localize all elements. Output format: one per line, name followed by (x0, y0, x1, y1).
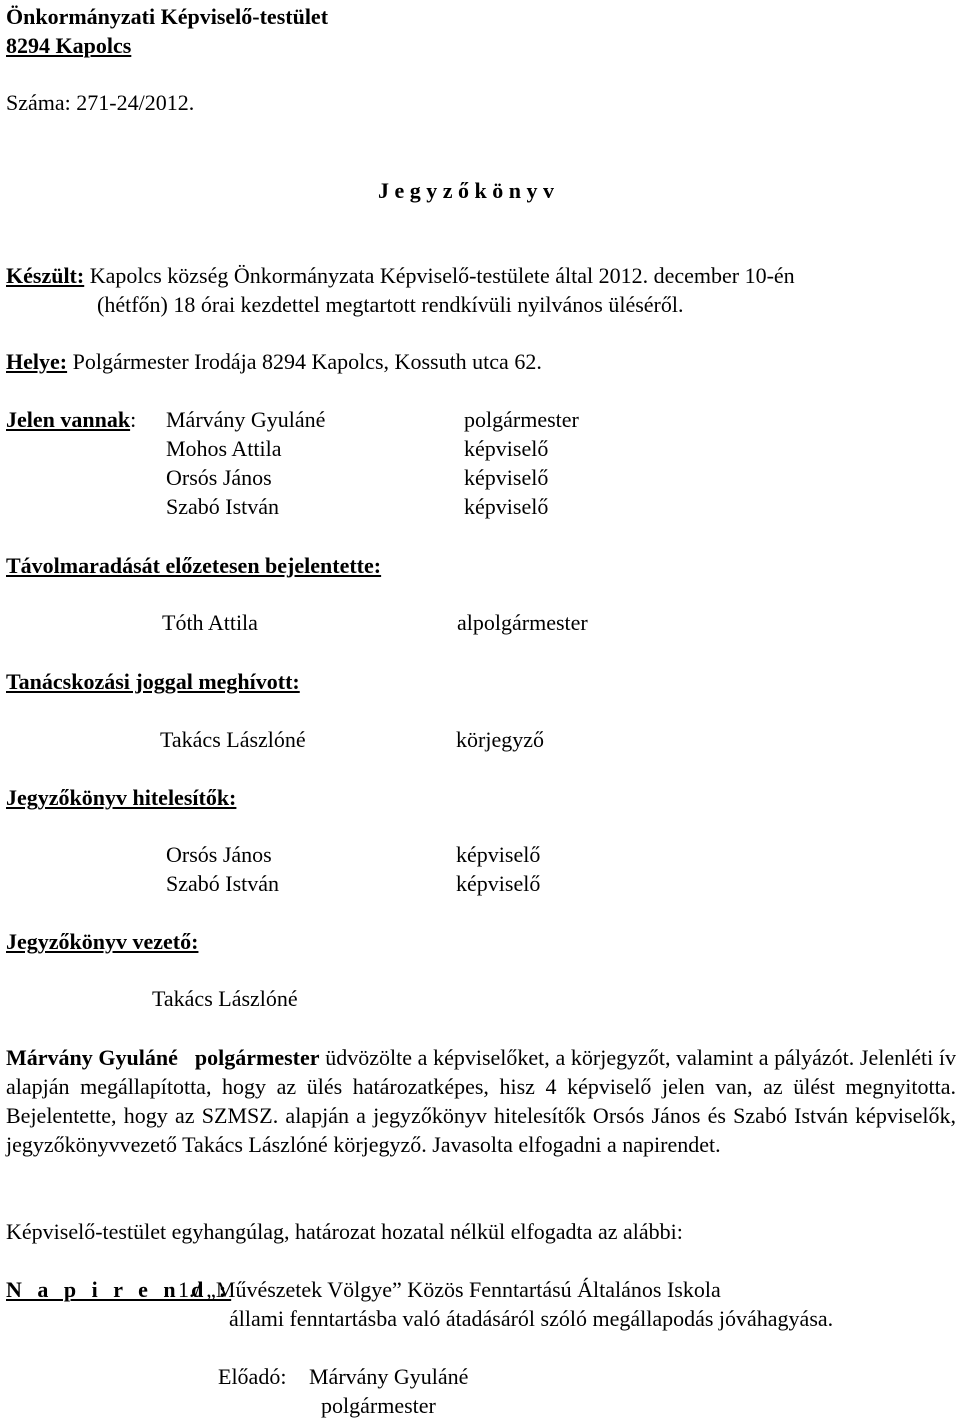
authenticator-name-2: Szabó István (166, 871, 280, 896)
keeper-name: Takács Lászlóné (152, 986, 298, 1011)
present-role-2: képviselő (464, 436, 549, 461)
present-colon: : (130, 407, 137, 432)
invited-name: Takács Lászlóné (160, 727, 306, 752)
agenda-label: N a p i r e n d : (6, 1277, 232, 1302)
absent-name: Tóth Attila (162, 610, 258, 635)
present-label-line (6, 409, 136, 431)
keeper-label: Jegyzőkönyv vezető: (6, 929, 199, 954)
invited-role: körjegyző (456, 727, 544, 752)
present-role-1: polgármester (464, 407, 579, 432)
present-role-4: képviselő (464, 494, 549, 519)
authenticator-role-2: képviselő (456, 871, 541, 896)
location-line (6, 351, 542, 373)
authenticators-label: Jegyzőkönyv hitelesítők: (6, 785, 237, 810)
presenter-name: Márvány Gyuláné (309, 1364, 469, 1389)
absent-label: Távolmaradását előzetesen bejelentette: (6, 553, 382, 578)
authenticator-name-1: Orsós János (166, 842, 272, 867)
prepared-line-2: (hétfőn) 18 órai kezdettel megtartott rendkívüli nyilvános üléséről. (97, 292, 684, 317)
reference-number: Száma: 271-24/2012. (6, 90, 195, 115)
opening-paragraph (6, 1043, 956, 1159)
location-label: Helye: (6, 349, 68, 374)
present-name-3: Orsós János (166, 465, 272, 490)
prepared-line-1 (6, 265, 795, 287)
presenter-role: polgármester (321, 1393, 436, 1418)
opening-text: üdvözölte a képviselőket, a körjegyzőt, valamint a pályázót. Jelenléti ív alapján megállapította, hogy az ülés határozatképes, hisz 4 képviselő jelen van, az ülést megnyitotta. Bejelentette, hogy az SZMSZ. alapján a jegyzőkönyv hitelesítők Orsós János és Szabó István képviselők, jegyzőkönyvvezető Takács Lászlóné körjegyző. Javasolta elfogadni a napirendet. (6, 1045, 956, 1157)
lead-role: polgármester (194, 1045, 320, 1070)
presenter-label: Előadó: (218, 1364, 287, 1389)
lead-name: Márvány Gyuláné (6, 1045, 178, 1070)
present-name-1: Márvány Gyuláné (166, 407, 326, 432)
agenda-item-line-1: 1./ „Művészetek Völgye” Közös Fenntartású Általános Iskola (178, 1277, 721, 1302)
prepared-label: Készült: (6, 263, 85, 288)
present-role-3: képviselő (464, 465, 549, 490)
present-name-2: Mohos Attila (166, 436, 282, 461)
present-name-4: Szabó István (166, 494, 280, 519)
resolution-text: Képviselő-testület egyhangúlag, határozat hozatal nélkül elfogadta az alábbi: (6, 1219, 683, 1244)
organization-name: Önkormányzati Képviselő-testület (6, 4, 329, 29)
location-value: Polgármester Irodája 8294 Kapolcs, Kossuth utca 62. (67, 349, 542, 374)
absent-role: alpolgármester (457, 610, 588, 635)
authenticator-role-1: képviselő (456, 842, 541, 867)
organization-address: 8294 Kapolcs (6, 33, 132, 58)
prepared-text-1: Kapolcs község Önkormányzata Képviselő-testülete által 2012. december 10-én (84, 263, 795, 288)
invited-label: Tanácskozási joggal meghívott: (6, 669, 300, 694)
agenda-item-line-2: állami fenntartásba való átadásáról szóló megállapodás jóváhagyása. (229, 1306, 834, 1331)
present-label: Jelen vannak (6, 407, 131, 432)
document-title: J e g y z ő k ö n y v (378, 178, 554, 203)
